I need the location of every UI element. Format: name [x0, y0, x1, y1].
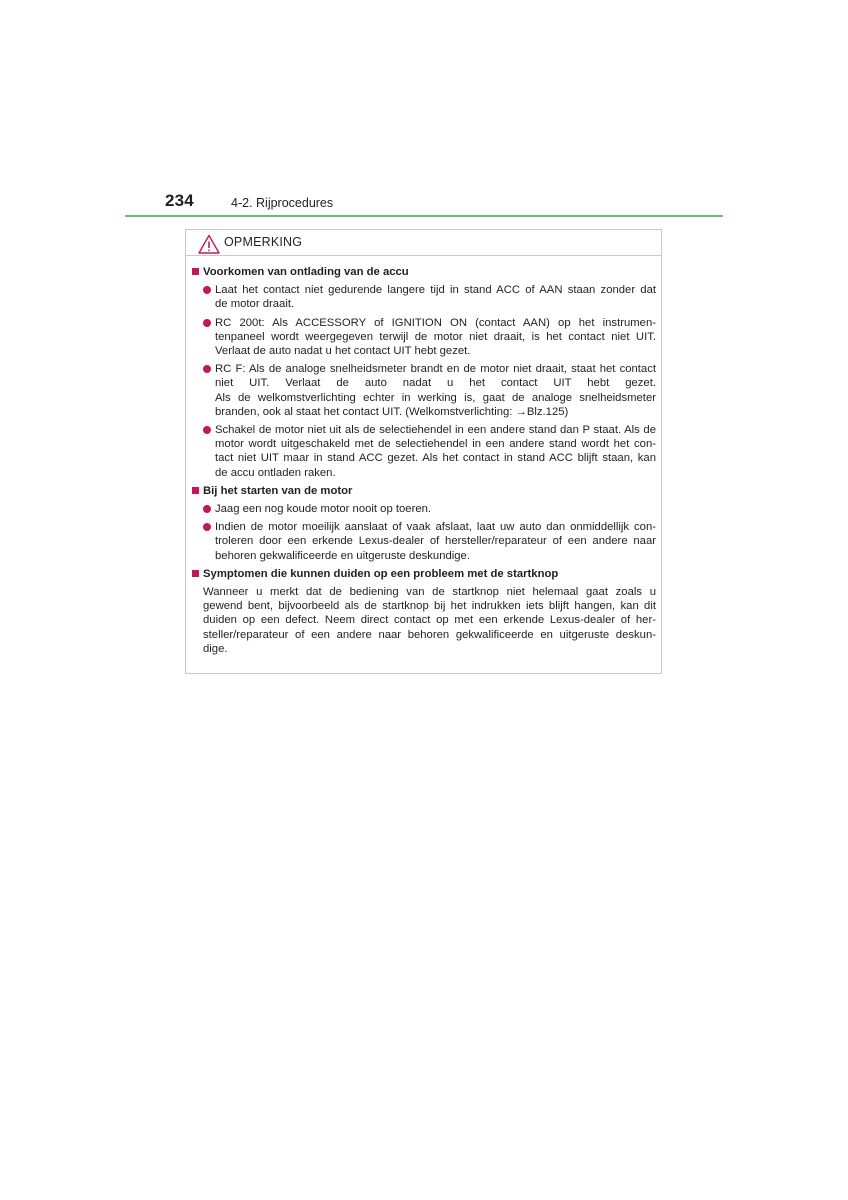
text-line: Laat het contact niet gedurende langere tijd in stand ACC of AAN staan zonder dat: [215, 284, 656, 297]
notice-box: [185, 229, 662, 674]
text-line: RC F: Als de analoge snelheidsmeter brandt en de motor niet draait, staat het contact: [215, 363, 656, 376]
section-heading: [190, 567, 658, 581]
section-heading-text: Voorkomen van ontlading van de accu: [203, 266, 409, 278]
text-line: tact niet UIT maar in stand ACC gezet. Als het contact in stand ACC blijft staan, kan: [215, 452, 656, 465]
header-rule: [125, 215, 723, 217]
section-heading: [190, 265, 658, 279]
text-line: de accu ontladen raken.: [215, 466, 336, 479]
notice-header: [186, 230, 661, 256]
text-line: de motor draait.: [215, 298, 295, 311]
text-line: gewend bent, bijvoorbeeld als de startknop bij het indrukken iets blijft hangen, kan dit: [203, 600, 656, 613]
text-line: Verlaat de auto nadat u het contact UIT hebt gezet.: [215, 345, 471, 358]
text-line: Jaag een nog koude motor nooit op toeren.: [215, 503, 432, 516]
section-heading-text: Bij het starten van de motor: [203, 484, 353, 497]
text-line: Schakel de motor niet uit als de selectiehendel in een andere stand dan P staat. Als de: [215, 424, 656, 437]
text-line: RC 200t: Als ACCESSORY of IGNITION ON (contact AAN) op het instrumen-: [215, 316, 656, 329]
text-line: troleren door een erkende Lexus-dealer of hersteller/reparateur of een andere naar: [215, 535, 656, 548]
list-item: [190, 423, 658, 480]
text-line: branden, ook al staat het contact UIT. (Welkomstverlichting: →Blz.125): [215, 405, 569, 418]
warning-triangle-icon: [198, 234, 220, 254]
circle-bullet-icon: [203, 286, 211, 294]
text-line: duiden op een defect. Neem direct contact op met een erkende Lexus-dealer of her-: [203, 614, 656, 627]
text-line: behoren gekwalificeerde en uitgeruste deskundige.: [215, 549, 470, 562]
text-line: motor wordt uitgeschakeld met de selectiehendel in een andere stand wordt het con-: [215, 438, 656, 451]
circle-bullet-icon: [203, 365, 211, 373]
text-line: dige.: [203, 642, 228, 655]
text-line: Wanneer u merkt dat de bediening van de startknop niet helemaal gaat zoals u: [203, 586, 656, 599]
notice-title: OPMERKING: [224, 235, 303, 249]
section-heading-text: Symptomen die kunnen duiden op een probleem met de startknop: [203, 567, 559, 580]
list-item: [190, 520, 658, 563]
list-item: [190, 316, 658, 359]
circle-bullet-icon: [203, 505, 211, 513]
text-line: tenpaneel wordt weergegeven terwijl de motor niet draait, is het contact niet UIT.: [215, 330, 656, 343]
text-line: Indien de motor moeilijk aanslaat of vaak afslaat, laat uw auto dan onmiddellijk con-: [215, 521, 656, 534]
circle-bullet-icon: [203, 523, 211, 531]
text-line: Als de welkomstverlichting echter in werking is, gaat de analoge snelheidsmeter: [215, 391, 656, 404]
notice-body: [190, 265, 658, 660]
page-number: 234: [165, 191, 194, 210]
section-title: 4-2. Rijprocedures: [231, 196, 334, 210]
circle-bullet-icon: [203, 426, 211, 434]
list-item: [190, 362, 658, 419]
list-item: [190, 502, 658, 516]
list-item: [190, 283, 658, 311]
square-bullet-icon: [192, 487, 199, 494]
paragraph: [190, 585, 658, 656]
text-line: steller/reparateur of een andere naar behoren gekwalificeerde en uitgeruste deskun-: [203, 628, 656, 641]
circle-bullet-icon: [203, 319, 211, 327]
square-bullet-icon: [192, 570, 199, 577]
section-heading: [190, 484, 658, 498]
text-line: niet UIT. Verlaat de auto nadat u het contact UIT hebt gezet.: [215, 377, 656, 390]
square-bullet-icon: [192, 268, 199, 275]
